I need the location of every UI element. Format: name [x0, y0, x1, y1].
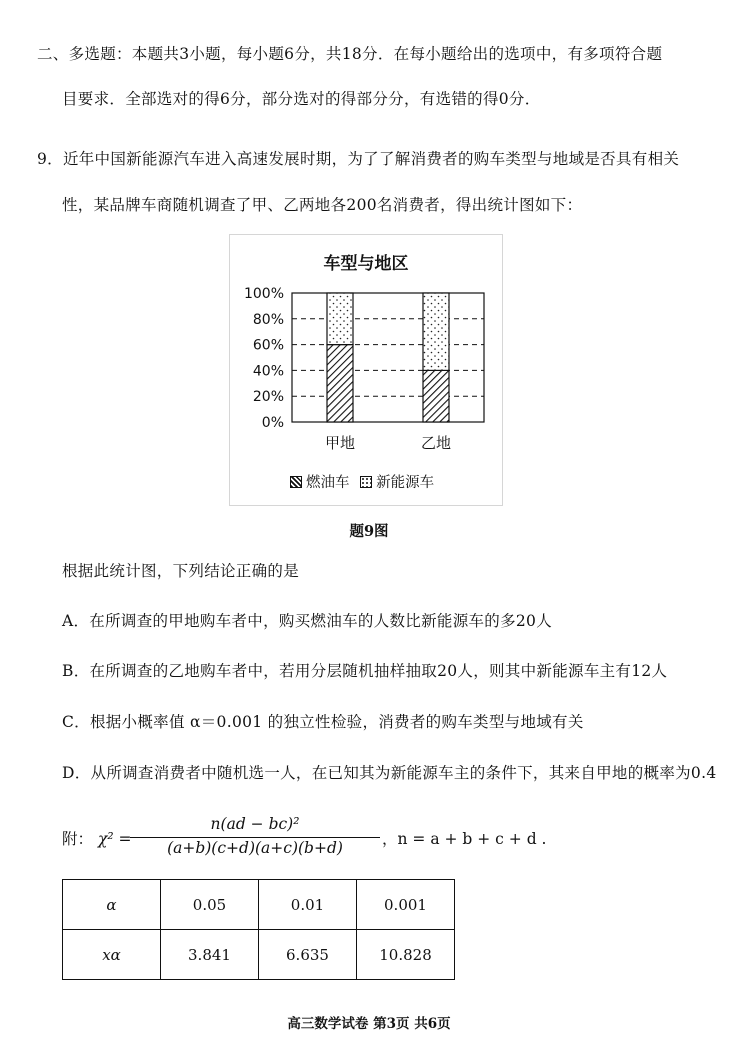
- table-cell: α: [63, 880, 161, 930]
- formula-numerator: n(ad − bc)²: [210, 815, 300, 833]
- option-a: A．在所调查的甲地购车者中，购买燃油车的人数比新能源车的多20人: [62, 612, 553, 630]
- table-cell: 3.841: [161, 930, 259, 980]
- bar-fuel: [327, 345, 353, 422]
- table-cell: 0.01: [259, 880, 357, 930]
- section-heading-line2: 目要求．全部选对的得6分，部分选对的得部分分，有选错的得0分．: [62, 90, 541, 108]
- x-tick-label: 甲地: [324, 434, 356, 452]
- chart-figure: [229, 234, 503, 506]
- page-footer: 高三数学试卷 第3页 共6页: [287, 1016, 451, 1032]
- question-stem-line1: 9．近年中国新能源汽车进入高速发展时期，为了了解消费者的购车类型与地域是否具有相关: [37, 150, 680, 168]
- formula-chi: χ² =: [97, 830, 132, 848]
- formula-tail: ，n = a + b + c + d .: [382, 830, 547, 848]
- chart-legend: [290, 471, 434, 492]
- bar-nev: [423, 293, 449, 370]
- bar-fuel: [423, 370, 449, 422]
- chart-canvas: [230, 235, 502, 465]
- legend-swatch-nev: [360, 476, 372, 488]
- table-row: [63, 880, 455, 930]
- y-tick-label: 100%: [243, 286, 284, 302]
- table-cell: 0.001: [357, 880, 455, 930]
- y-tick-label: 20%: [252, 389, 284, 406]
- table-cell: 0.05: [161, 880, 259, 930]
- formula-denominator: (a+b)(c+d)(a+c)(b+d): [167, 839, 343, 857]
- plot-area: [292, 293, 484, 422]
- option-d: D．从所调查消费者中随机选一人，在已知其为新能源车主的条件下，其来自甲地的概率为0.4: [62, 764, 717, 782]
- legend-label-nev: 新能源车: [376, 475, 435, 491]
- option-c: C．根据小概率值 α＝0.001 的独立性检验，消费者的购车类型与地域有关: [62, 713, 584, 731]
- legend-swatch-fuel: [290, 476, 302, 488]
- x-tick-label: 乙地: [420, 434, 452, 452]
- section-heading-line1: 二、多选题：本题共3小题，每小题6分，共18分．在每小题给出的选项中，有多项符合题: [37, 45, 663, 63]
- y-tick-label: 60%: [252, 337, 284, 354]
- question-stem-line2: 性，某品牌车商随机调查了甲、乙两地各200名消费者，得出统计图如下：: [62, 196, 583, 214]
- y-tick-label: 40%: [252, 363, 284, 380]
- table-cell: 10.828: [357, 930, 455, 980]
- figure-caption: 题9图: [349, 523, 389, 540]
- table-cell: 6.635: [259, 930, 357, 980]
- table-row: [63, 930, 455, 980]
- y-tick-label: 0%: [261, 415, 284, 431]
- question-prompt: 根据此统计图，下列结论正确的是: [62, 562, 300, 580]
- option-b: B．在所调查的乙地购车者中，若用分层随机抽样抽取20人，则其中新能源车主有12人: [62, 662, 668, 680]
- fraction-bar: [130, 837, 380, 838]
- bar-nev: [327, 293, 353, 345]
- chart-title: 车型与地区: [323, 254, 409, 274]
- legend-label-fuel: 燃油车: [306, 475, 350, 491]
- table-cell: xα: [63, 930, 161, 980]
- formula-label: 附： χ² =: [62, 830, 132, 848]
- y-tick-label: 80%: [252, 311, 284, 328]
- critical-value-table: [62, 879, 455, 980]
